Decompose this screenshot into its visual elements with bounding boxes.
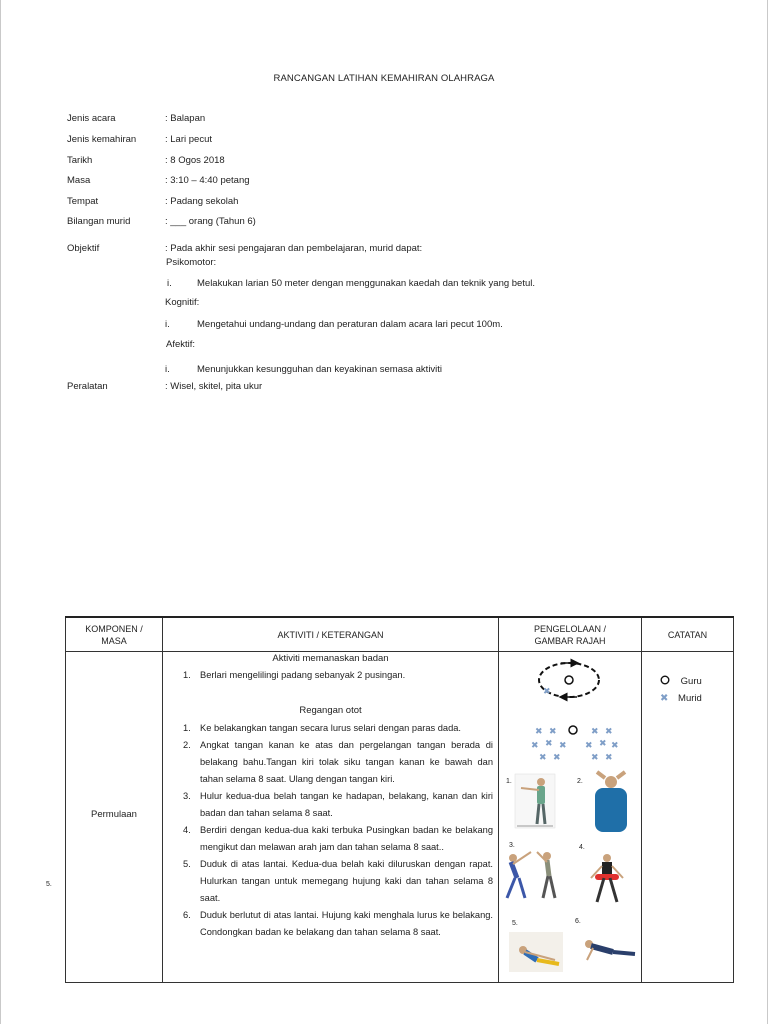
list-item-number: 6. bbox=[183, 910, 191, 920]
header-pengelolaan bbox=[499, 617, 642, 652]
info-value: : Balapan bbox=[165, 113, 206, 124]
peralatan-value: : Wisel, skitel, pita ukur bbox=[165, 381, 263, 392]
info-value: : 3:10 – 4:40 petang bbox=[165, 175, 250, 186]
margin-number: 5. bbox=[46, 881, 52, 888]
figure-label: 5. bbox=[512, 920, 518, 927]
svg-text:✖: ✖ bbox=[585, 741, 593, 751]
legend-guru bbox=[660, 675, 702, 687]
header-komponen-text: KOMPONEN / MASA bbox=[85, 623, 143, 646]
svg-text:✖: ✖ bbox=[605, 727, 613, 737]
formation-diagram bbox=[527, 722, 619, 774]
list-item-text: Berlari mengelilingi padang sebanyak 2 pusingan. bbox=[200, 670, 406, 680]
list-item-text: Angkat tangan kanan ke atas dan pergelangan tangan berada di belakang bahu.Tangan kiri tolak siku tangan kanan ke bawah dan tahan selama 8 saat. Ulang dengan tangan kiri. bbox=[200, 740, 493, 784]
svg-text:✖: ✖ bbox=[545, 739, 553, 749]
info-label: Jenis acara bbox=[67, 113, 116, 124]
svg-text:✖: ✖ bbox=[559, 741, 567, 751]
warmup-title: Aktiviti memanaskan badan bbox=[272, 653, 389, 664]
psikomotor-label: Psikomotor: bbox=[166, 257, 217, 268]
list-item-number: 5. bbox=[183, 859, 191, 869]
legend-murid bbox=[660, 693, 702, 704]
stretch-figure-3 bbox=[501, 848, 571, 904]
kognitif-num: i. bbox=[165, 319, 170, 330]
svg-text:✖: ✖ bbox=[539, 753, 547, 763]
list-item-text: Berdiri dengan kedua-dua kaki terbuka Pusingkan badan ke belakang mengikut dan melawan arah jam dan tahan selama 8 saat.. bbox=[200, 825, 493, 852]
svg-text:✖: ✖ bbox=[611, 741, 619, 751]
psikomotor-num: i. bbox=[167, 278, 172, 289]
info-label: Tempat bbox=[67, 196, 99, 207]
table-row bbox=[66, 652, 734, 983]
list-item bbox=[183, 907, 493, 941]
info-value: : 8 Ogos 2018 bbox=[165, 155, 225, 166]
svg-text:✖: ✖ bbox=[549, 727, 557, 737]
info-label: Tarikh bbox=[67, 155, 93, 166]
info-label: Bilangan murid bbox=[67, 216, 131, 227]
stretch-figure-4 bbox=[587, 850, 627, 906]
stretch-figure-6 bbox=[579, 928, 639, 968]
svg-text:✖: ✖ bbox=[531, 741, 539, 751]
legend-label: Murid bbox=[678, 693, 702, 704]
figure-label: 3. bbox=[509, 842, 515, 849]
list-item bbox=[183, 667, 493, 684]
afektif-num: i. bbox=[165, 364, 170, 375]
stretch-figure-2 bbox=[587, 770, 635, 832]
figure-label: 1. bbox=[506, 778, 512, 785]
pengelolaan-cell bbox=[499, 652, 642, 983]
figure-label: 6. bbox=[575, 918, 581, 925]
psikomotor-item: Melakukan larian 50 meter dengan menggunakan kaedah dan teknik yang betul. bbox=[197, 278, 536, 289]
list-item-text: Duduk di atas lantai. Kedua-dua belah kaki diluruskan dengan rapat. Hulurkan tangan untuk memegang hujung kaki dan tahan selama 8 saat. bbox=[200, 859, 493, 903]
komponen-cell bbox=[66, 652, 163, 983]
info-value: : Lari pecut bbox=[165, 134, 212, 145]
list-item bbox=[183, 856, 493, 907]
list-item-text: Duduk berlutut di atas lantai. Hujung kaki menghala lurus ke belakang. Condongkan badan ke belakang dan tahan selama 8 saat. bbox=[200, 910, 493, 937]
header-aktiviti: AKTIVITI / KETERANGAN bbox=[163, 617, 499, 652]
list-item-number: 3. bbox=[183, 791, 191, 801]
catatan-cell bbox=[642, 652, 734, 983]
kognitif-label: Kognitif: bbox=[165, 297, 200, 308]
info-label: Jenis kemahiran bbox=[67, 134, 137, 145]
info-value: : Padang sekolah bbox=[165, 196, 239, 207]
afektif-label: Afektif: bbox=[166, 339, 196, 350]
page-left-edge bbox=[0, 0, 1, 1024]
figure-label: 4. bbox=[579, 844, 585, 851]
list-item bbox=[183, 720, 493, 737]
komponen-label: Permulaan bbox=[91, 809, 137, 820]
circle-icon bbox=[660, 675, 670, 685]
objektif-intro: : Pada akhir sesi pengajaran dan pembelajaran, murid dapat: bbox=[165, 243, 423, 254]
list-item-text: Ke belakangkan tangan secara lurus selari dengan paras dada. bbox=[200, 723, 462, 733]
list-item-number: 4. bbox=[183, 825, 191, 835]
svg-text:✖: ✖ bbox=[591, 753, 599, 763]
header-pengelolaan-text: PENGELOLAAN / GAMBAR RAJAH bbox=[533, 623, 607, 646]
peralatan-label: Peralatan bbox=[67, 381, 108, 392]
header-catatan: CATATAN bbox=[642, 617, 734, 652]
aktiviti-cell bbox=[163, 652, 499, 983]
svg-text:✖: ✖ bbox=[543, 687, 551, 697]
stretch-list bbox=[183, 720, 493, 941]
warmup-list bbox=[183, 667, 493, 684]
figure-label: 2. bbox=[577, 778, 583, 785]
stretch-figure-5 bbox=[507, 930, 565, 974]
stretch-title: Regangan otot bbox=[299, 705, 362, 716]
kognitif-item: Mengetahui undang-undang dan peraturan dalam acara lari pecut 100m. bbox=[197, 319, 503, 330]
list-item-number: 1. bbox=[183, 723, 191, 733]
svg-text:✖: ✖ bbox=[591, 727, 599, 737]
list-item bbox=[183, 737, 493, 788]
svg-text:✖: ✖ bbox=[553, 753, 561, 763]
info-label: Masa bbox=[67, 175, 91, 186]
objektif-label: Objektif bbox=[67, 243, 100, 254]
afektif-item: Menunjukkan kesungguhan dan keyakinan semasa aktiviti bbox=[197, 364, 443, 375]
lesson-plan-table bbox=[65, 616, 734, 983]
header-komponen bbox=[66, 617, 163, 652]
legend-label: Guru bbox=[680, 676, 702, 687]
list-item bbox=[183, 788, 493, 822]
svg-text:✖: ✖ bbox=[599, 739, 607, 749]
svg-text:✖: ✖ bbox=[535, 727, 543, 737]
list-item-number: 2. bbox=[183, 740, 191, 750]
cross-icon: ✖ bbox=[660, 693, 669, 704]
list-item-number: 1. bbox=[183, 670, 191, 680]
svg-text:✖: ✖ bbox=[605, 753, 613, 763]
stretch-figure-1 bbox=[513, 772, 557, 830]
document-title: RANCANGAN LATIHAN KEMAHIRAN OLAHRAGA bbox=[273, 73, 495, 84]
list-item-text: Hulur kedua-dua belah tangan ke hadapan, belakang, kanan dan kiri badan dan tahan selama 8 saat. bbox=[200, 791, 493, 818]
list-item bbox=[183, 822, 493, 856]
running-loop-diagram bbox=[529, 656, 609, 704]
info-value: : ___ orang (Tahun 6) bbox=[165, 216, 256, 227]
